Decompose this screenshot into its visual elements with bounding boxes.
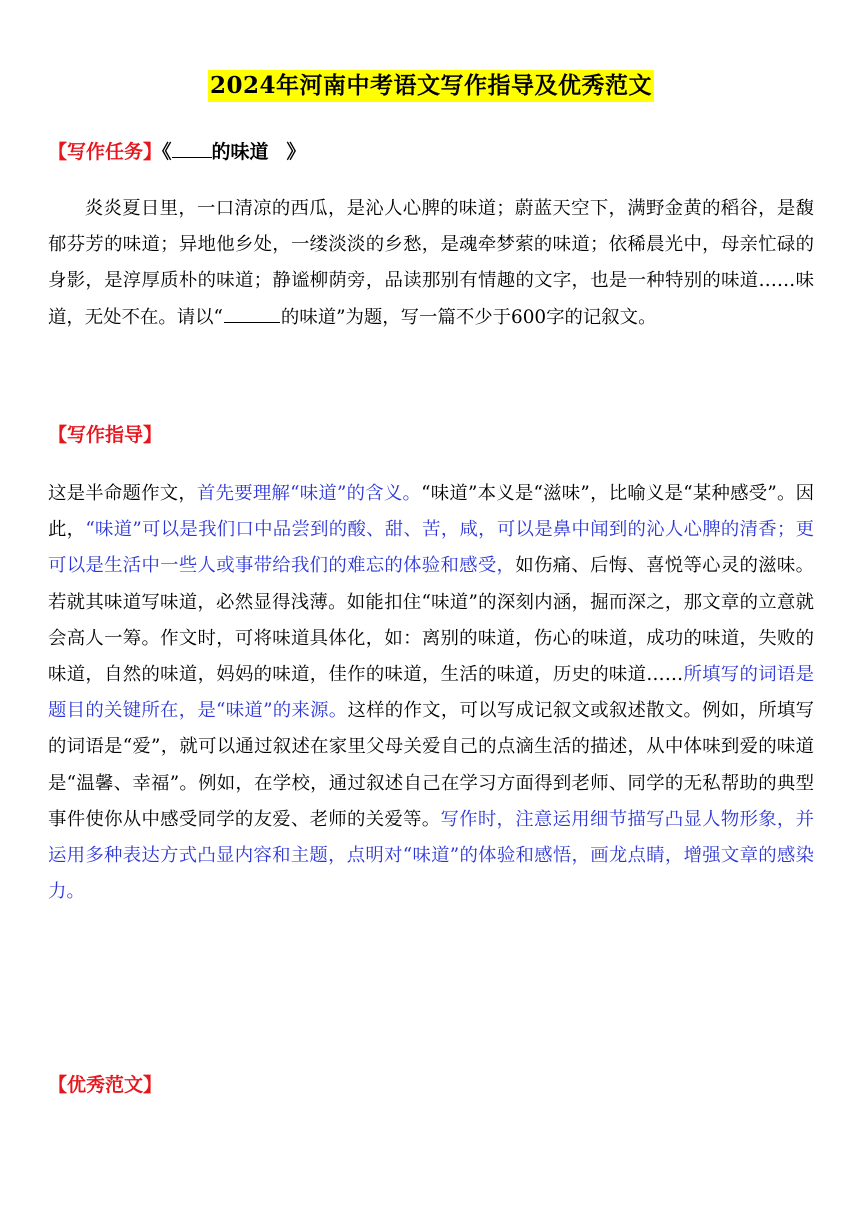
guide-text-segment: “味道”本义是“滋味”，比喻义是“某种感受”。因此， xyxy=(48,483,814,541)
guide-emphasis-segment: 所填写的词语是题目的关键所在，是“味道”的来源。 xyxy=(48,664,814,722)
topic-close-bracket: 》 xyxy=(286,141,306,163)
task-prompt-part1: 炎炎夏日里，一口清凉的西瓜，是沁人心脾的味道；蔚蓝天空下，满野金黄的稻谷，是馥郁芬芳的味道；异地他乡处，一缕淡淡的乡愁，是魂牵梦萦的味道；依稀晨光中，母亲忙碌的身影，是淳厚质朴的味道；静谧柳荫旁，品读那别有情趣的文字，也是一种特别的味道……味道，无处不在。请以“ xyxy=(48,198,814,328)
task-prompt-part2: 的味道”为题，写一篇不少于600字的记叙文。 xyxy=(280,306,657,328)
writing-task-heading xyxy=(48,138,306,166)
sample-essay-heading: 【优秀范文】 xyxy=(48,1074,163,1096)
guide-emphasis-segment: 写作时，注意运用细节描写凸显人物形象，并运用多种表达方式凸显内容和主题，点明对“味道”的体验和感悟，画龙点睛，增强文章的感染力。 xyxy=(48,808,814,903)
title-container xyxy=(48,70,814,102)
document-title: 2024年河南中考语文写作指导及优秀范文 xyxy=(208,70,654,102)
writing-guide-paragraph xyxy=(48,476,814,910)
prompt-blank-line xyxy=(224,306,280,323)
guide-text-segment: 如伤痛、后悔、喜悦等心灵的滋味。若就其味道写味道，必然显得浅薄。如能扣住“味道”的深刻内涵，掘而深之，那文章的立意就会高人一筹。作文时，可将味道具体化，如：离别的味道，伤心的味道，成功的味道，失败的味道，自然的味道，妈妈的味道，佳作的味道，生活的味道，历史的味道…… xyxy=(48,555,814,686)
guide-text-segment: 这样的作文，可以写成记叙文或叙述散文。例如，所填写的词语是“爱”，就可以通过叙述在家里父母关爱自己的点滴生活的描述，从中体味到爱的味道是“温馨、幸福”。例如，在学校，通过叙述自己在学习方面得到老师、同学的无私帮助的典型事件使你从中感受同学的友爱、老师的关爱等。 xyxy=(48,700,814,830)
guide-emphasis-segment: “味道”可以是我们口中品尝到的酸、甜、苦，咸，可以是鼻中闻到的沁人心脾的清香；更可以是生活中一些人或事带给我们的难忘的体验和感受， xyxy=(48,519,814,577)
guide-text-segment: 这是半命题作文， xyxy=(48,483,197,504)
topic-blank-line xyxy=(172,139,212,158)
writing-guide-heading: 【写作指导】 xyxy=(48,424,163,446)
topic-open-bracket: 《 xyxy=(162,141,172,163)
topic-text: 的味道 xyxy=(211,141,269,163)
task-prompt-paragraph xyxy=(48,191,814,336)
writing-task-label: 【写作任务】 xyxy=(48,141,163,163)
guide-emphasis-segment: 首先要理解“味道”的含义。 xyxy=(197,483,422,504)
